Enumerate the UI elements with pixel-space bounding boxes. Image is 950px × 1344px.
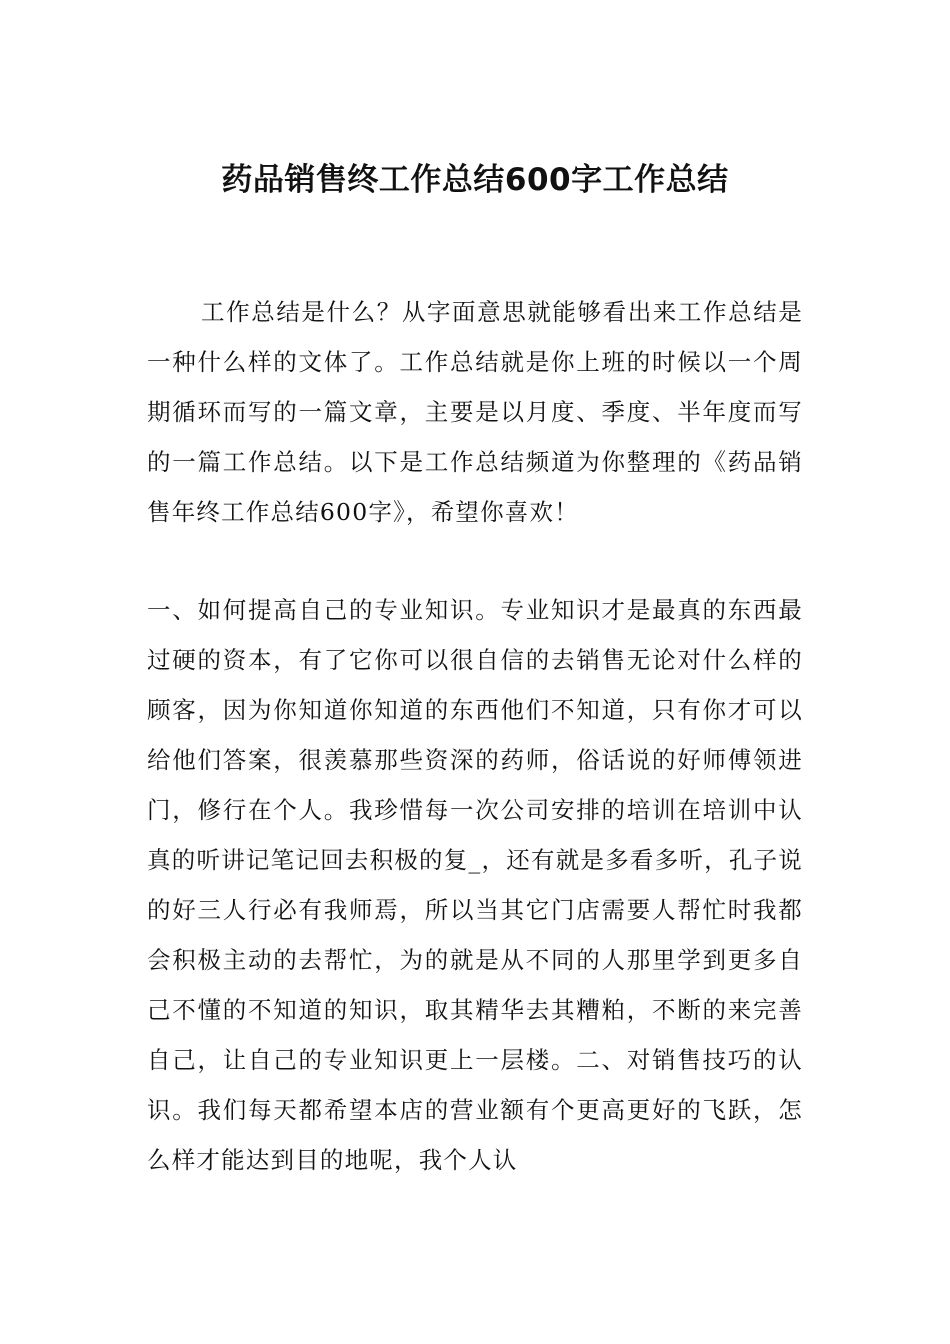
intro-paragraph: 工作总结是什么？从字面意思就能够看出来工作总结是一种什么样的文体了。工作总结就是你上班的时候以一个周期循环而写的一篇文章，主要是以月度、季度、半年度而写的一篇工作总结。以下是工作总结频道为你整理的《药品销售年终工作总结600字》，希望你喜欢！: [147, 298, 803, 526]
body-paragraph: 一、如何提高自己的专业知识。专业知识才是最真的东西最过硬的资本，有了它你可以很自信的去销售无论对什么样的顾客，因为你知道你知道的东西他们不知道，只有你才可以给他们答案，很羡慕那些资深的药师，俗话说的好师傅领进门，修行在个人。我珍惜每一次公司安排的培训在培训中认真的听讲记笔记回去积极的复_，还有就是多看多听，孔子说的好三人行必有我师焉，所以当其它门店需要人帮忙时我都会积极主动的去帮忙，为的就是从不同的人那里学到更多自己不懂的不知道的知识，取其精华去其糟粕，不断的来完善自己，让自己的专业知识更上一层楼。二、对销售技巧的认识。我们每天都希望本店的营业额有个更高更好的飞跃，怎么样才能达到目的地呢，我个人认: [147, 596, 803, 1174]
document-title: 药品销售终工作总结600字工作总结: [221, 162, 729, 198]
